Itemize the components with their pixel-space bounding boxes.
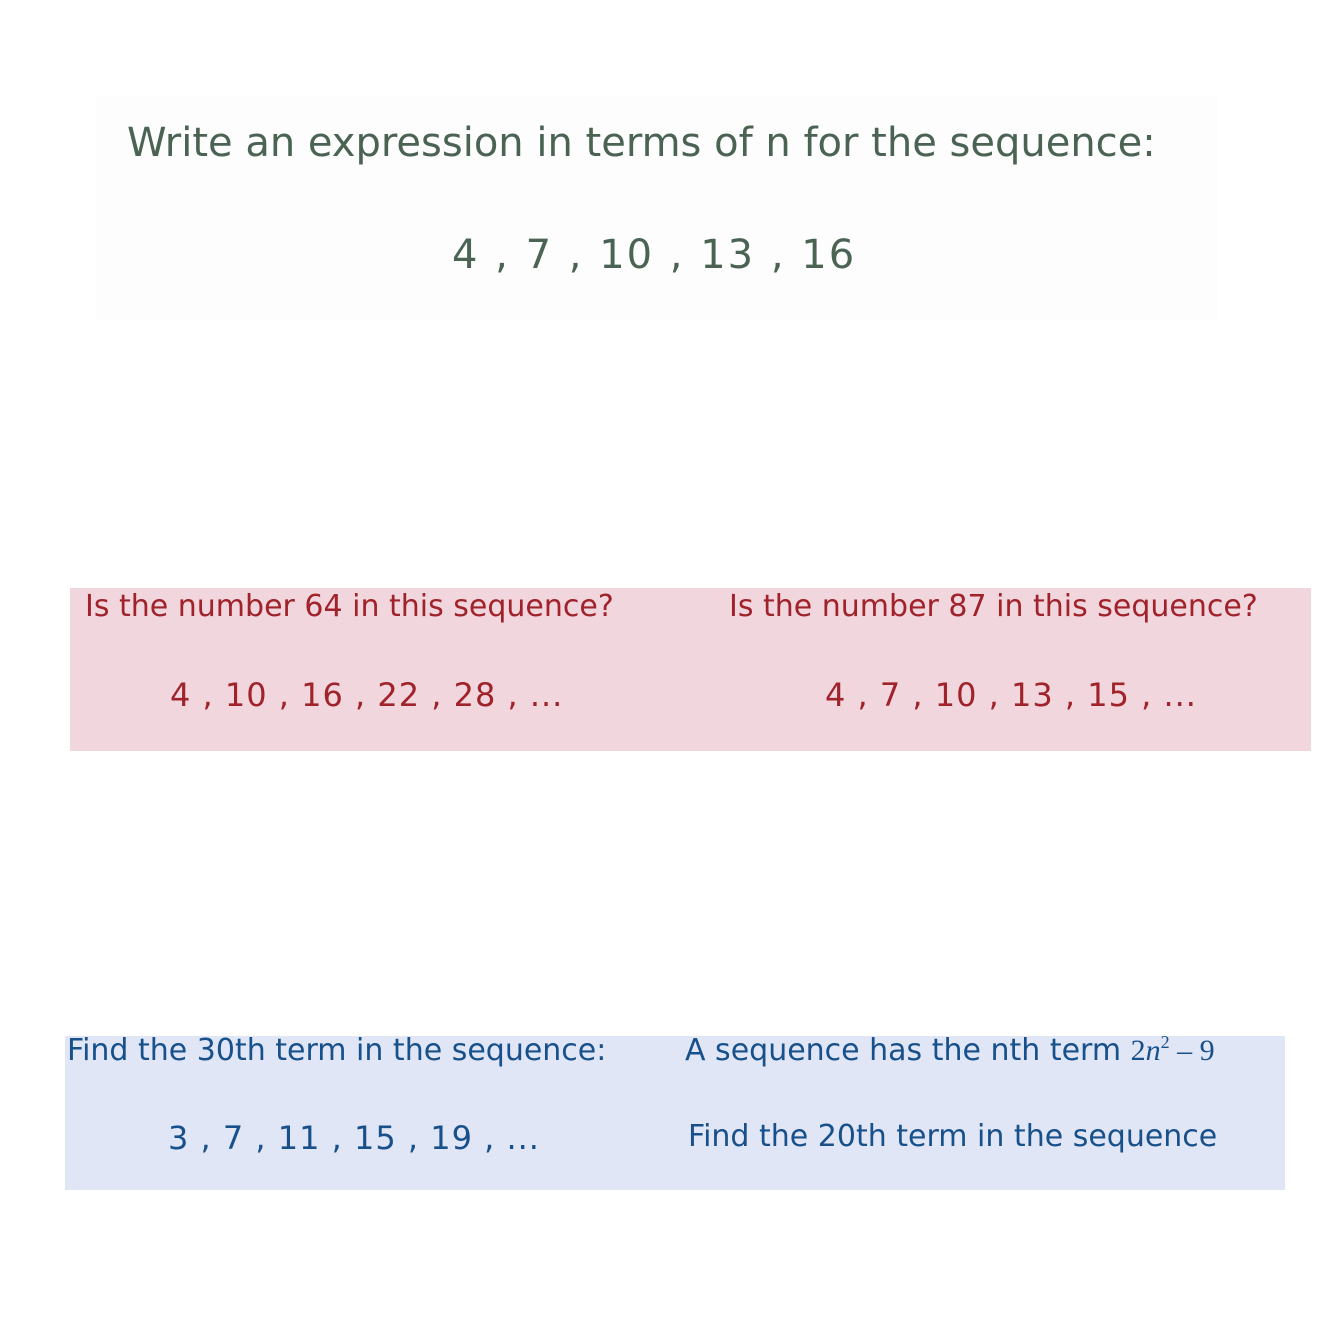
nth-term-formula bbox=[1131, 1034, 1215, 1067]
pink-left-sequence: 4 , 10 , 16 , 22 , 28 , ... bbox=[170, 676, 564, 714]
blue-right-question bbox=[685, 1032, 1215, 1068]
pink-left-question: Is the number 64 in this sequence? bbox=[85, 589, 614, 624]
pink-right-sequence: 4 , 7 , 10 , 13 , 15 , ... bbox=[825, 676, 1197, 714]
top-question-sequence: 4 , 7 , 10 , 13 , 16 bbox=[452, 232, 857, 278]
blue-right-instruction: Find the 20th term in the sequence bbox=[688, 1119, 1218, 1154]
formula-coefficient: 2 bbox=[1130, 1034, 1146, 1067]
blue-left-question: Find the 30th term in the sequence: bbox=[67, 1033, 607, 1068]
formula-remainder: – 9 bbox=[1169, 1034, 1215, 1067]
blue-left-sequence: 3 , 7 , 11 , 15 , 19 , ... bbox=[168, 1119, 540, 1157]
top-question-prompt: Write an expression in terms of n for the sequence: bbox=[127, 120, 1156, 166]
formula-exponent: 2 bbox=[1160, 1032, 1170, 1052]
pink-right-question: Is the number 87 in this sequence? bbox=[729, 589, 1258, 624]
blue-right-question-text: A sequence has the nth term bbox=[685, 1033, 1122, 1068]
formula-variable: n bbox=[1145, 1034, 1161, 1067]
